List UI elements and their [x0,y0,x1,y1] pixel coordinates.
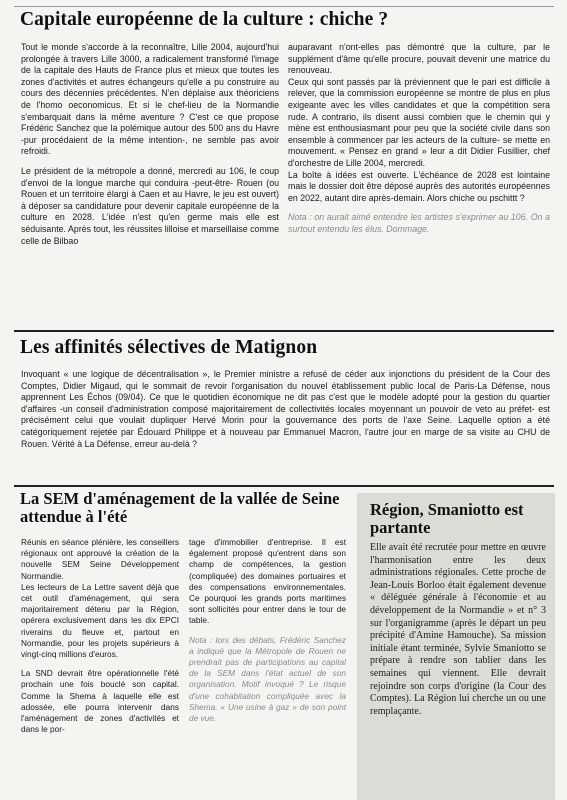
editor-note: Nota : lors des débats, Frédéric Sanchez a indiqué que la Métropole de Rouen ne prendrait pas de participations au capital de la SEM dans l'état actuel de son organisation. Motif invoqué ? Le risque d'une cohabitation compliquée avec la Shema. « Une usine à gaz » de son point de vue. [189,634,346,724]
section-divider [14,485,554,487]
paragraph: La SND devrait être opérationnelle l'été prochain une fois bouclé son capital. Comme la Shema à laquelle elle est adossée, elle pourra intervenir dans l'aménagement de zones d'activités et dans le por- [21,668,179,735]
paragraph: Réunis en séance plénière, les conseillers régionaux ont approuvé la création de la nouvelle SEM Seine Développement Normandie. [21,537,179,581]
article-sem-right-column [189,537,346,724]
top-rule [14,6,554,7]
editor-note: Nota : on aurait aimé entendre les artistes s'exprimer au 106. On a surtout entendu les élus. Dommage. [288,212,550,234]
paragraph: Tout le monde s'accorde à la reconnaître, Lille 2004, aujourd'hui prolongée à travers Lille 3000, a radicalement transformé l'image de la capitale des Hauts de France plus et mieux que toutes les zones d'activités et autres échangeurs qu'elle a pu construire au cours des décennies précédentes. N'en déplaise aux théoriciens de l'homo oeconomicus. Et si le chef-lieu de la Normandie s'embarquait dans la même aventure ? C'est ce que propose Frédéric Sanchez que la polémique autour des 500 ans du Havre -pur procédaient de la même intention-, ne semble pas avoir refroidi. [21,42,279,157]
paragraph: Invoquant « une logique de décentralisation », le Premier ministre a refusé de céder aux injonctions du président de la Cour des Comptes, Didier Migaud, qui le sommait de revoir l'organisation du nouvel établissement public local de Paris-La Défense, nous apprennent Les Échos (09/04). Ce que le quotidien économique ne dit pas c'est que le modèle adopté pour la gestion du quartier d'affaires -un conseil d'administration composé majoritairement de collectivités locales moyennant un pouvoir de veto au préfet- est précisément celui que voulait dupliquer Hervé Morin pour la gouvernance des ports de l'axe Seine. Laquelle option a été catégoriquement rejetée par Édouard Philippe et à nouveau par Emmanuel Macron, l'autre jour en marge de sa visite au CHU de Rouen. Vérité à La Défense, erreur au-delà ? [21,369,550,449]
paragraph: Le président de la métropole a donné, mercredi au 106, le coup d'envoi de la longue marche qui conduira -peut-être- Rouen (ou Rouen et un territoire élargi à Caen et au Havre, le jeu est ouvert) à déposer sa candidature pour devenir capitale européenne de la culture en 2028. L'idée n'est qu'en germe mais elle est séduisante. Après tout, les réussites lilloise et marseillaise comme celle de Bilbao [21,165,279,246]
paragraph: Elle avait été recrutée pour mettre en œuvre l'harmonisation entre les deux administrations régionales. Cette proche de Jean-Louis Borloo était également devenue « déléguée générale à l'économie et au développement de la Normandie » et n° 3 sur l'organigramme (après le départ un peu précipité d'Amine Hamouche). Sa mission initiale étant terminée, Sylvie Smaniotto se prépare à rendre son tablier dans les semaines qui viennent. Elle devrait rejoindre son corps d'origine (la Cour des Comptes). La Région lui cherche un ou une remplaçante. [370,542,546,717]
article-title-smaniotto: Région, Smaniotto est partante [370,500,524,537]
paragraph: La boîte à idées est ouverte. L'échéance de 2028 est lointaine mais le dossier doit être déposé auprès des autorités européennes en 2022, autant dire après-demain. Alors chiche ou pschittt ? [288,169,550,203]
article-title-sem: La SEM d'aménagement de la vallée de Seine attendue à l'été [20,489,340,526]
paragraph: tage d'immobilier d'entreprise. Il est également proposé qu'entrent dans son champ de compétences, la gestion (compliquée) des domaines portuaires et des compensations environnementales. Ce pourquoi les grands ports maritimes sont sollicités pour entrer dans le tour de table. [189,537,346,626]
sidebar-box-smaniotto [357,493,555,800]
article-title-capitale: Capitale européenne de la culture : chiche ? [20,9,389,30]
paragraph: auparavant n'ont-elles pas démontré que la culture, par le supplément d'âme qu'elle procure, pouvait devenir une matrice du renouveau. [288,42,550,76]
article-capitale-left-column [21,42,279,247]
article-title-matignon: Les affinités sélectives de Matignon [20,337,318,358]
section-divider [14,330,554,332]
article-smaniotto-body [370,542,546,718]
article-capitale-right-column [288,42,550,236]
paragraph: Ceux qui sont passés par là préviennent que le pari est difficile à relever, que la commission européenne se montre de plus en plus exigeante avec les villes candidates et que la compétition sera rude. A contrario, ils disent aussi combien que le chemin qui y mène est enthousiasmant pour peu que la société civile dans son ensemble à commencer par les acteurs de la culture- se mette en mouvement. « Pensez en grand » leur a dit Didier Fusillier, chef d'orchestre de Lille 2004, mercredi. [288,76,550,168]
paragraph: Les lecteurs de La Lettre savent déjà que cet outil d'aménagement, qui sera majoritairement détenu par la Région, opérera exclusivement dans les dix EPCI riverains du fleuve et, partout en Normandie, pour les projets supérieurs à vingt-cinq millions d'euros. [21,581,179,660]
article-matignon-body [21,369,550,450]
article-sem-left-column [21,537,179,735]
